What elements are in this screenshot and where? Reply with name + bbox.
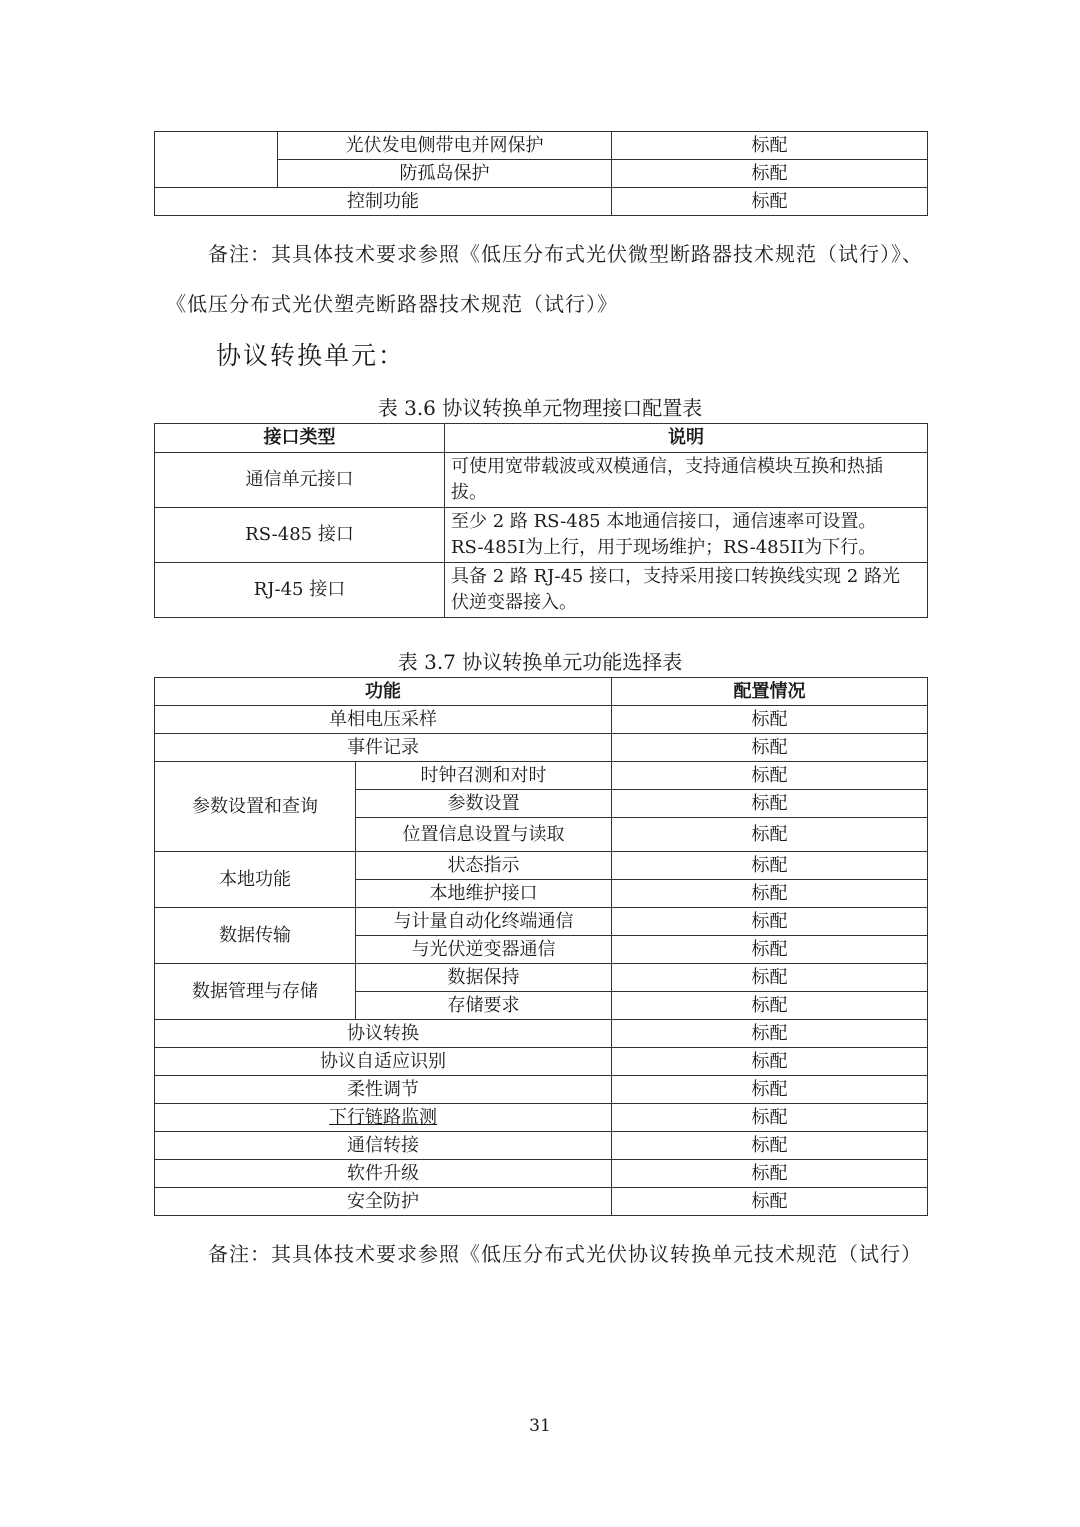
note-line: 《低压分布式光伏塑壳断路器技术规范（试行）》 xyxy=(166,292,618,316)
function-cell xyxy=(155,1104,612,1132)
table-row xyxy=(155,762,928,790)
group-cell: 本地功能 xyxy=(155,852,356,908)
config-cell: 标配 xyxy=(612,818,928,852)
table-row xyxy=(155,453,928,508)
function-cell: 本地维护接口 xyxy=(356,880,612,908)
note-line: 备注：其具体技术要求参照《低压分布式光伏微型断路器技术规范（试行）》、 xyxy=(208,242,923,266)
config-cell: 标配 xyxy=(612,936,928,964)
table-header-row xyxy=(155,678,928,706)
function-cell: 协议自适应识别 xyxy=(155,1048,612,1076)
config-cell: 标配 xyxy=(612,1104,928,1132)
function-cell: 安全防护 xyxy=(155,1188,612,1216)
config-cell: 标配 xyxy=(612,734,928,762)
function-cell: 防孤岛保护 xyxy=(278,160,612,188)
group-cell xyxy=(155,132,278,188)
description-cell xyxy=(445,453,928,508)
function-cell: 通信转接 xyxy=(155,1132,612,1160)
config-cell: 标配 xyxy=(612,762,928,790)
config-cell: 标配 xyxy=(612,1132,928,1160)
table-row xyxy=(155,563,928,618)
config-cell: 标配 xyxy=(612,1160,928,1188)
table-row xyxy=(155,1020,928,1048)
interface-type-cell: 通信单元接口 xyxy=(155,453,445,508)
config-cell: 标配 xyxy=(612,992,928,1020)
table-row xyxy=(155,1104,928,1132)
description-line: 伏逆变器接入。 xyxy=(451,592,577,613)
table-row xyxy=(155,908,928,936)
table-row xyxy=(155,734,928,762)
page-number: 31 xyxy=(529,1416,551,1436)
config-cell: 标配 xyxy=(612,132,928,160)
function-cell: 状态指示 xyxy=(356,852,612,880)
column-header: 功能 xyxy=(155,678,612,706)
function-cell: 事件记录 xyxy=(155,734,612,762)
interface-table xyxy=(154,423,928,618)
config-cell: 标配 xyxy=(612,1048,928,1076)
config-cell: 标配 xyxy=(612,706,928,734)
table-row xyxy=(155,188,928,216)
description-line: 可使用宽带载波或双模通信，支持通信模块互换和热插 xyxy=(451,456,883,477)
config-cell: 标配 xyxy=(612,880,928,908)
table-row xyxy=(155,508,928,563)
config-cell: 标配 xyxy=(612,1188,928,1216)
config-cell: 标配 xyxy=(612,790,928,818)
config-cell: 标配 xyxy=(612,908,928,936)
table-row xyxy=(155,964,928,992)
table-caption: 表 3.7 协议转换单元功能选择表 xyxy=(397,650,683,674)
column-header: 说明 xyxy=(445,424,928,453)
function-cell: 光伏发电侧带电并网保护 xyxy=(278,132,612,160)
function-cell: 时钟召测和对时 xyxy=(356,762,612,790)
config-cell: 标配 xyxy=(612,188,928,216)
function-cell: 数据保持 xyxy=(356,964,612,992)
table-caption: 表 3.6 协议转换单元物理接口配置表 xyxy=(377,396,703,420)
group-cell: 数据传输 xyxy=(155,908,356,964)
description-line: 至少 2 路 RS-485 本地通信接口，通信速率可设置。 xyxy=(451,511,877,532)
function-table xyxy=(154,677,928,1216)
config-cell: 标配 xyxy=(612,852,928,880)
group-cell: 数据管理与存储 xyxy=(155,964,356,1020)
function-cell: 存储要求 xyxy=(356,992,612,1020)
table-header-row xyxy=(155,424,928,453)
interface-type-cell: RJ-45 接口 xyxy=(155,563,445,618)
function-cell: 参数设置 xyxy=(356,790,612,818)
description-line: RS-485I为上行，用于现场维护；RS-485II为下行。 xyxy=(451,537,877,558)
table-row xyxy=(155,1076,928,1104)
function-cell: 位置信息设置与读取 xyxy=(356,818,612,852)
column-header: 配置情况 xyxy=(612,678,928,706)
config-cell: 标配 xyxy=(612,1076,928,1104)
table-row xyxy=(155,1048,928,1076)
config-cell: 标配 xyxy=(612,964,928,992)
table-row xyxy=(155,132,928,160)
table-row xyxy=(155,852,928,880)
config-cell: 标配 xyxy=(612,1020,928,1048)
function-cell: 协议转换 xyxy=(155,1020,612,1048)
function-cell: 柔性调节 xyxy=(155,1076,612,1104)
description-cell xyxy=(445,508,928,563)
interface-type-cell: RS-485 接口 xyxy=(155,508,445,563)
function-cell: 控制功能 xyxy=(155,188,612,216)
function-cell: 与光伏逆变器通信 xyxy=(356,936,612,964)
description-cell xyxy=(445,563,928,618)
config-cell: 标配 xyxy=(612,160,928,188)
table-row xyxy=(155,1188,928,1216)
note-line: 备注：其具体技术要求参照《低压分布式光伏协议转换单元技术规范（试行） xyxy=(208,1242,922,1266)
table-row xyxy=(155,1132,928,1160)
table-row xyxy=(155,706,928,734)
description-line: 具备 2 路 RJ-45 接口，支持采用接口转换线实现 2 路光 xyxy=(451,566,900,587)
table-row xyxy=(155,1160,928,1188)
section-heading: 协议转换单元： xyxy=(216,341,406,370)
function-cell: 软件升级 xyxy=(155,1160,612,1188)
description-line: 拔。 xyxy=(451,482,487,503)
column-header: 接口类型 xyxy=(155,424,445,453)
group-cell: 参数设置和查询 xyxy=(155,762,356,852)
protection-table xyxy=(154,131,928,216)
function-label: 下行链路监测 xyxy=(329,1106,437,1128)
function-cell: 单相电压采样 xyxy=(155,706,612,734)
function-cell: 与计量自动化终端通信 xyxy=(356,908,612,936)
